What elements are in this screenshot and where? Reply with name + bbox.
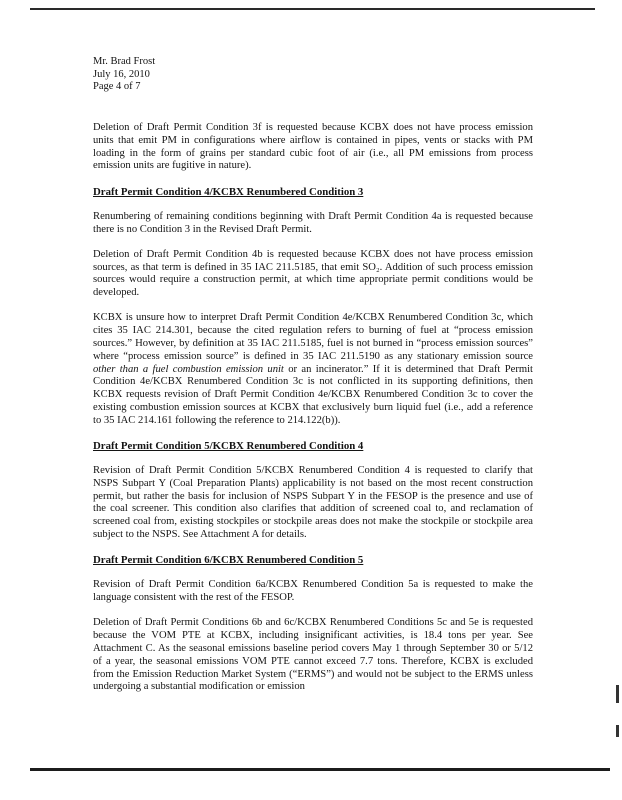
paragraph-condition-4e-italic: other than a fuel combustion emission unit	[93, 363, 284, 375]
paragraph-condition-4e	[93, 312, 533, 427]
scan-edge-mark	[616, 725, 619, 737]
recipient-name: Mr. Brad Frost	[93, 56, 156, 67]
paragraph-condition-5: Revision of Draft Permit Condition 5/KCBX Renumbered Condition 4 is requested to clarify that NSPS Subpart Y (Coal Preparation Plants) applicability is not based on the most recent construction permit, but rather the basis for inclusion of NSPS Subpart Y in the FESOP is the presence and use of the coal screener. This condition also clarifies that addition of screened coal to, and reclamation of screened coal from, existing stockpiles or stockpile areas does not make the stockpile or stockpile area subject to the NSPS. See Attachment A for details.	[93, 465, 533, 541]
top-rule	[30, 8, 595, 10]
page-number: Page 4 of 7	[93, 81, 141, 93]
paragraph-condition-6b-6c: Deletion of Draft Permit Conditions 6b and 6c/KCBX Renumbered Conditions 5c and 5e is requested because the VOM PTE at KCBX, including insignificant activities, is 18.4 tons per year. See Attachment C. As the seasonal emissions baseline period covers May 1 through September 30 or 5/12 of a year, the seasonal emissions VOM PTE cannot exceed 7.7 tons. Therefore, KCBX is excluded from the Emission Reduction Market System (“ERMS”) and would not be subject to the ERMS unless undergoing a substantial modification or emission	[93, 617, 533, 693]
section-heading-condition-5: Draft Permit Condition 5/KCBX Renumbered Condition 4	[93, 439, 364, 452]
paragraph-condition-4b: Deletion of Draft Permit Condition 4b is requested because KCBX does not have process emission sources, as that term is defined in 35 IAC 211.5185, that emit SO₂. Addition of such process emission sources would require a construction permit, at which time appropriate permit conditions would be developed.	[93, 248, 533, 299]
paragraph-renumbering: Renumbering of remaining conditions beginning with Draft Permit Condition 4a is requested because there is no Condition 3 in the Revised Draft Permit.	[93, 210, 533, 235]
paragraph-condition-3f: Deletion of Draft Permit Condition 3f is requested because KCBX does not have process emission units that emit PM in configurations where airflow is contained in pipes, vents or stacks with PM loading in the form of grains per standard cubic foot of air (i.e., all PM emissions from process emission units are fugitive in nature).	[93, 122, 533, 172]
paragraph-condition-4e-part1: KCBX is unsure how to interpret Draft Permit Condition 4e/KCBX Renumbered Condition 3c, which cites 35 IAC 214.301, because the cited regulation refers to burning of fuel at “process emission sources.” However, by definition at 35 IAC 211.5185, fuel is not burned in “process emission sources” where “process emission source” is defined in 35 IAC 211.5190 as any stationary emission source	[93, 312, 533, 362]
paragraph-condition-4e-part2: or an incinerator.” If it is determined that Draft Permit Condition 4e/KCBX Renumbered Condition 3c is not conflicted in its supporting definitions, then KCBX requests revision of Draft Permit Condition 4e/KCBX Renumbered Condition 3c to cover the existing combustion emission sources at KCBX that exclusively burn liquid fuel (i.e., add a reference to 35 IAC 214.161 following the reference to 214.122(b)).	[93, 363, 533, 426]
letter-header	[93, 56, 155, 94]
paragraph-condition-6a: Revision of Draft Permit Condition 6a/KCBX Renumbered Condition 5a is requested to make the language consistent with the rest of the FESOP.	[93, 579, 533, 604]
letter-body	[93, 122, 533, 707]
scan-edge-mark	[616, 685, 619, 703]
letter-date: July 16, 2010	[93, 68, 150, 80]
section-heading-condition-6: Draft Permit Condition 6/KCBX Renumbered Condition 5	[93, 554, 364, 567]
bottom-rule	[30, 768, 610, 771]
section-heading-condition-4: Draft Permit Condition 4/KCBX Renumbered Condition 3	[93, 185, 364, 198]
